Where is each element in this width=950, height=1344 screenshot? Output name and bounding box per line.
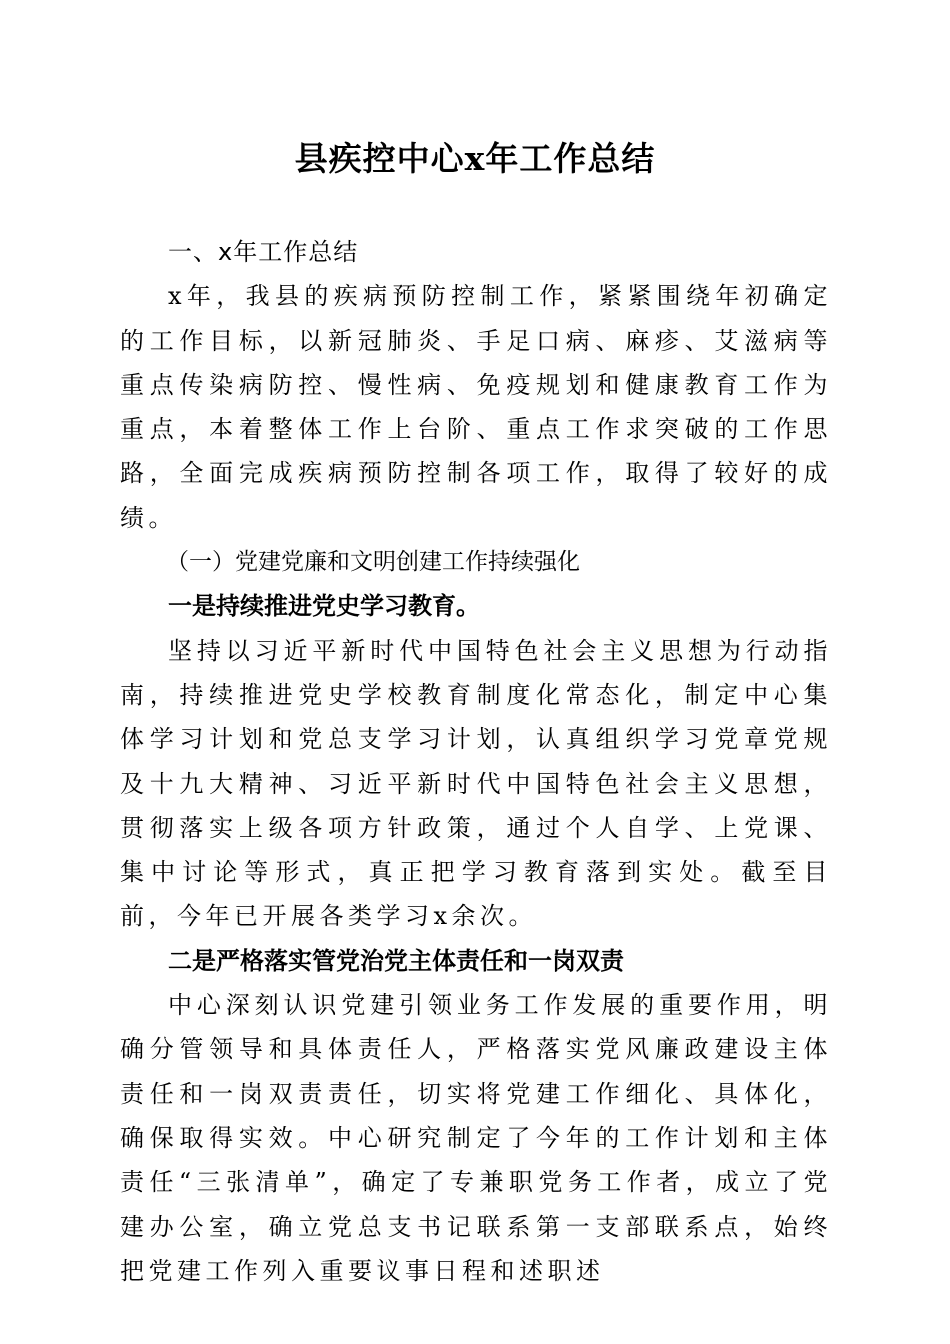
subsection-heading: （一）党建党廉和文明创建工作持续强化 bbox=[166, 549, 580, 576]
point-heading-1: 一是持续推进党史学习教育。 bbox=[168, 591, 480, 621]
document-body bbox=[120, 230, 832, 1293]
intro-paragraph: x年，我县的疾病预防控制工作，紧紧围绕年初确定的工作目标，以新冠肺炎、手足口病、麻疹、艾滋病等重点传染病防控、慢性病、免疫规划和健康教育工作为重点，本着整体工作上台阶、重点工作求突破的工作思路，全面完成疾病预防控制各项工作，取得了较好的成绩。 bbox=[120, 282, 832, 532]
point-paragraph-1: 坚持以习近平新时代中国特色社会主义思想为行动指南，持续推进党史学校教育制度化常态化，制定中心集体学习计划和党总支学习计划，认真组织学习党章党规及十九大精神、习近平新时代中国特色社会主义思想，贯彻落实上级各项方针政策，通过个人自学、上党课、集中讨论等形式，真正把学习教育落到实处。截至目前，今年已开展各类学习x余次。 bbox=[120, 636, 832, 931]
point-paragraph-2: 中心深刻认识党建引领业务工作发展的重要作用，明确分管领导和具体责任人，严格落实党风廉政建设主体责任和一岗双责责任，切实将党建工作细化、具体化，确保取得实效。中心研究制定了今年的工作计划和主体责任“三张清单”，确定了专兼职党务工作者，成立了党建办公室，确立党总支书记联系第一支部联系点，始终把党建工作列入重要议事日程和述职述 bbox=[120, 991, 832, 1285]
section-heading: 一、x年工作总结 bbox=[168, 238, 359, 266]
document-title: 县疾控中心x年工作总结 bbox=[294, 139, 656, 178]
point-heading-2: 二是严格落实管党治党主体责任和一岗双责 bbox=[168, 945, 624, 975]
